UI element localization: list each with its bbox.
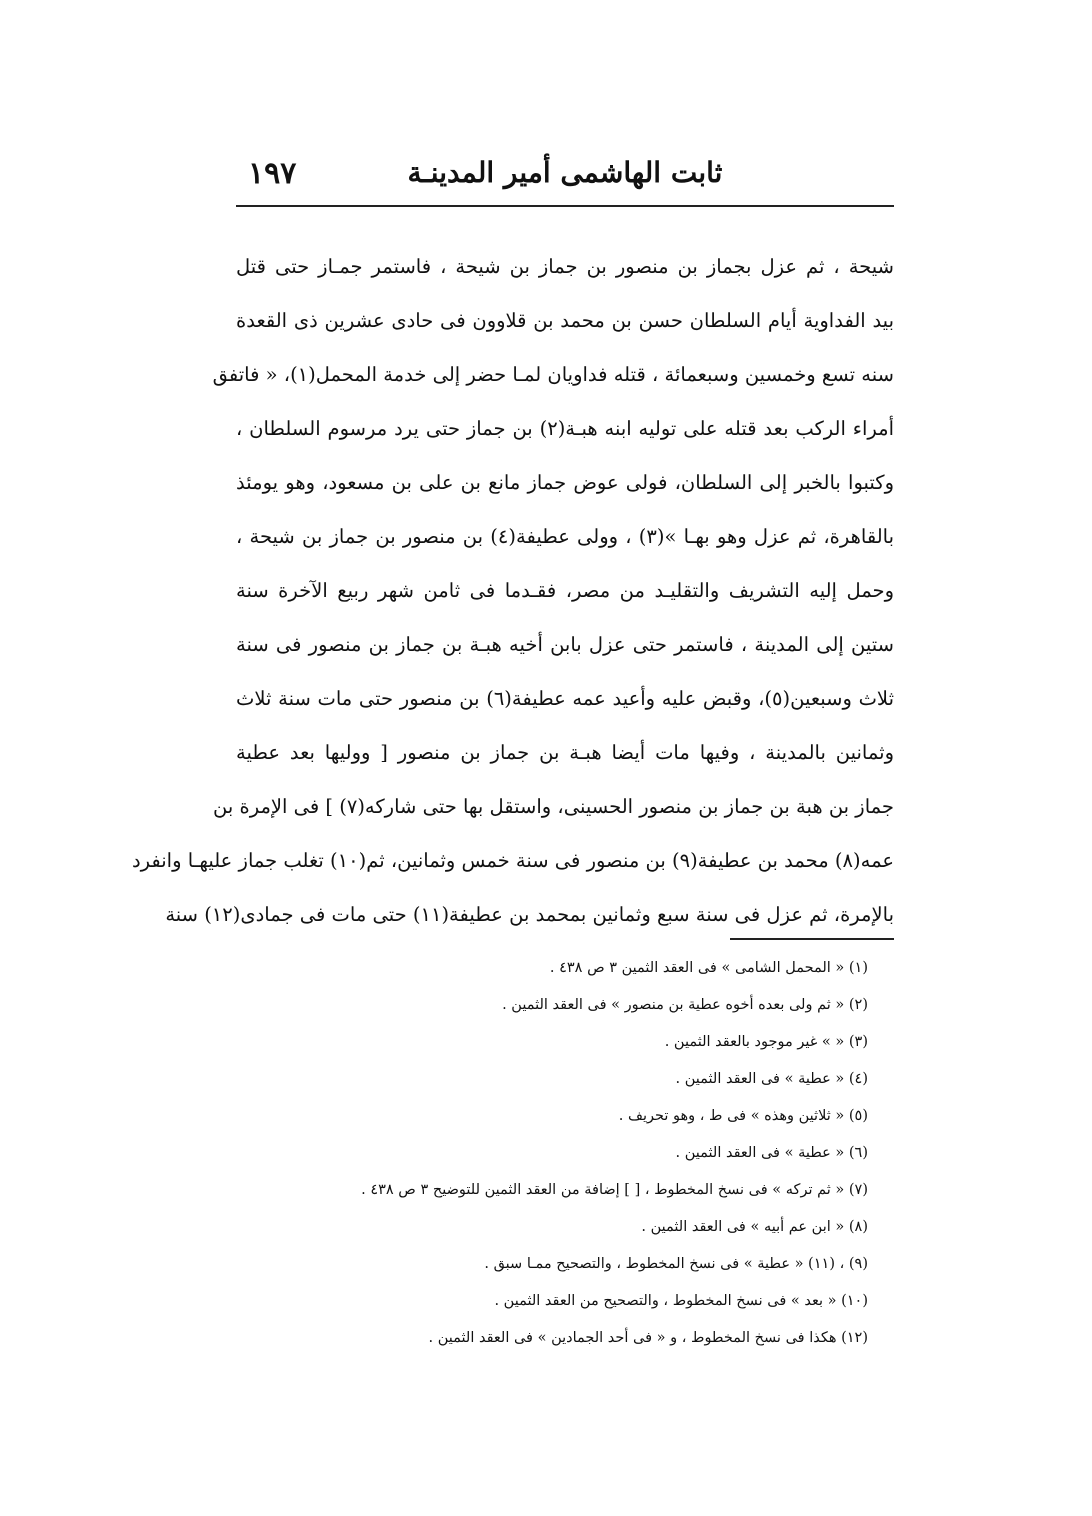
text-line: بيد الفداوية أيام السلطان حسن بن محمد بن قلاوون فى حادى عشرين ذى القعدة [236, 309, 894, 332]
footnote: (١٠) « بعد » فى نسخ المخطوط ، والتصحيح من العقد الثمين . [494, 1293, 868, 1309]
footnote: (٢) « ثم ولى بعده أخوه عطية بن منصور » فى العقد الثمين . [502, 997, 868, 1013]
text-line: عمه(٨) محمد بن عطيفة(٩) بن منصور فى سنة خمس وثمانين، ثم(١٠) تغلب جماز عليهـا وانفرد [131, 849, 894, 872]
footnote: (٧) « ثم تركه » فى نسخ المخطوط ، [ ] إضافة من العقد الثمين للتوضيح ٣ ص ٤٣٨ . [361, 1182, 868, 1198]
footnote: (١) « المحمل الشامى » فى العقد الثمين ٣ ص ٤٣٨ . [549, 960, 868, 976]
running-title: ثابت الهاشمى أمير المدينـة [407, 156, 723, 189]
page-header [236, 150, 894, 202]
text-line: شيحة ، ثم عزل بجماز بن منصور بن جماز بن شيحة ، فاستمر جمـاز حتى قتل [236, 255, 894, 278]
footnote: (٩) ، (١١) « عطية » فى نسخ المخطوط ، والتصحيح ممـا سبق . [484, 1256, 868, 1272]
text-line: سنه تسع وخمسين وسبعمائة ، قتله فداويان لمـا حضر إلى خدمة المحمل(١)، « فاتفق [212, 363, 894, 386]
footnote: (٤) « عطية » فى العقد الثمين . [675, 1071, 868, 1087]
footnote: (٨) « ابن عم أبيه » فى العقد الثمين . [641, 1219, 868, 1235]
footnote: (٥) « ثلاثين وهذه » فى ط ، وهو تحريف . [618, 1108, 868, 1124]
text-line: وحمل إليه التشريف والتقليـد من مصر، فقـدما فى ثامن شهر ربيع الآخرة سنة [236, 579, 894, 602]
header-rule [236, 205, 894, 207]
footnote-rule [730, 938, 894, 940]
footnote: (٣) « » غير موجود بالعقد الثمين . [664, 1034, 868, 1050]
footnotes [220, 950, 868, 1357]
text-line: بالإمرة، ثم عزل فى سنة سبع وثمانين بمحمد بن عطيفة(١١) حتى مات فى جمادى(١٢) سنة [165, 903, 894, 926]
text-line: وكتبوا بالخبر إلى السلطان، فولى عوض جماز مانع بن على بن مسعود، وهو يومئذ [236, 471, 894, 494]
text-line: أمراء الركب بعد قتله على توليه ابنه هبـة(٢) بن جماز حتى يرد مرسوم السلطان ، [236, 417, 894, 440]
text-line: وثمانين بالمدينة ، وفيها مات أيضا هبـة بن جماز بن منصور [ ووليها بعد عطية [236, 741, 894, 764]
page-number: ١٩٧ [248, 156, 297, 191]
text-line: بالقاهرة، ثم عزل وهو بهـا »(٣) ، وولى عطيفة(٤) بن منصور بن جماز بن شيحة ، [236, 525, 894, 548]
footnote: (٦) « عطية » فى العقد الثمين . [675, 1145, 868, 1161]
text-line: جماز بن هبة بن جماز بن منصور الحسينى، واستقل بها حتى شاركه(٧) ] فى الإمرة بن [213, 795, 894, 818]
text-line: ستين إلى المدينة ، فاستمر حتى عزل بابن أخيه هبـة بن جماز بن منصور فى سنة [236, 633, 894, 656]
footnote: (١٢) هكذا فى نسخ المخطوط ، و « فى أحد الجمادين » فى العقد الثمين . [428, 1330, 868, 1346]
main-text [131, 240, 894, 942]
text-line: ثلاث وسبعين(٥)، وقبض عليه وأعيد عمه عطيفة(٦) بن منصور حتى مات سنة ثلاث [236, 687, 894, 710]
